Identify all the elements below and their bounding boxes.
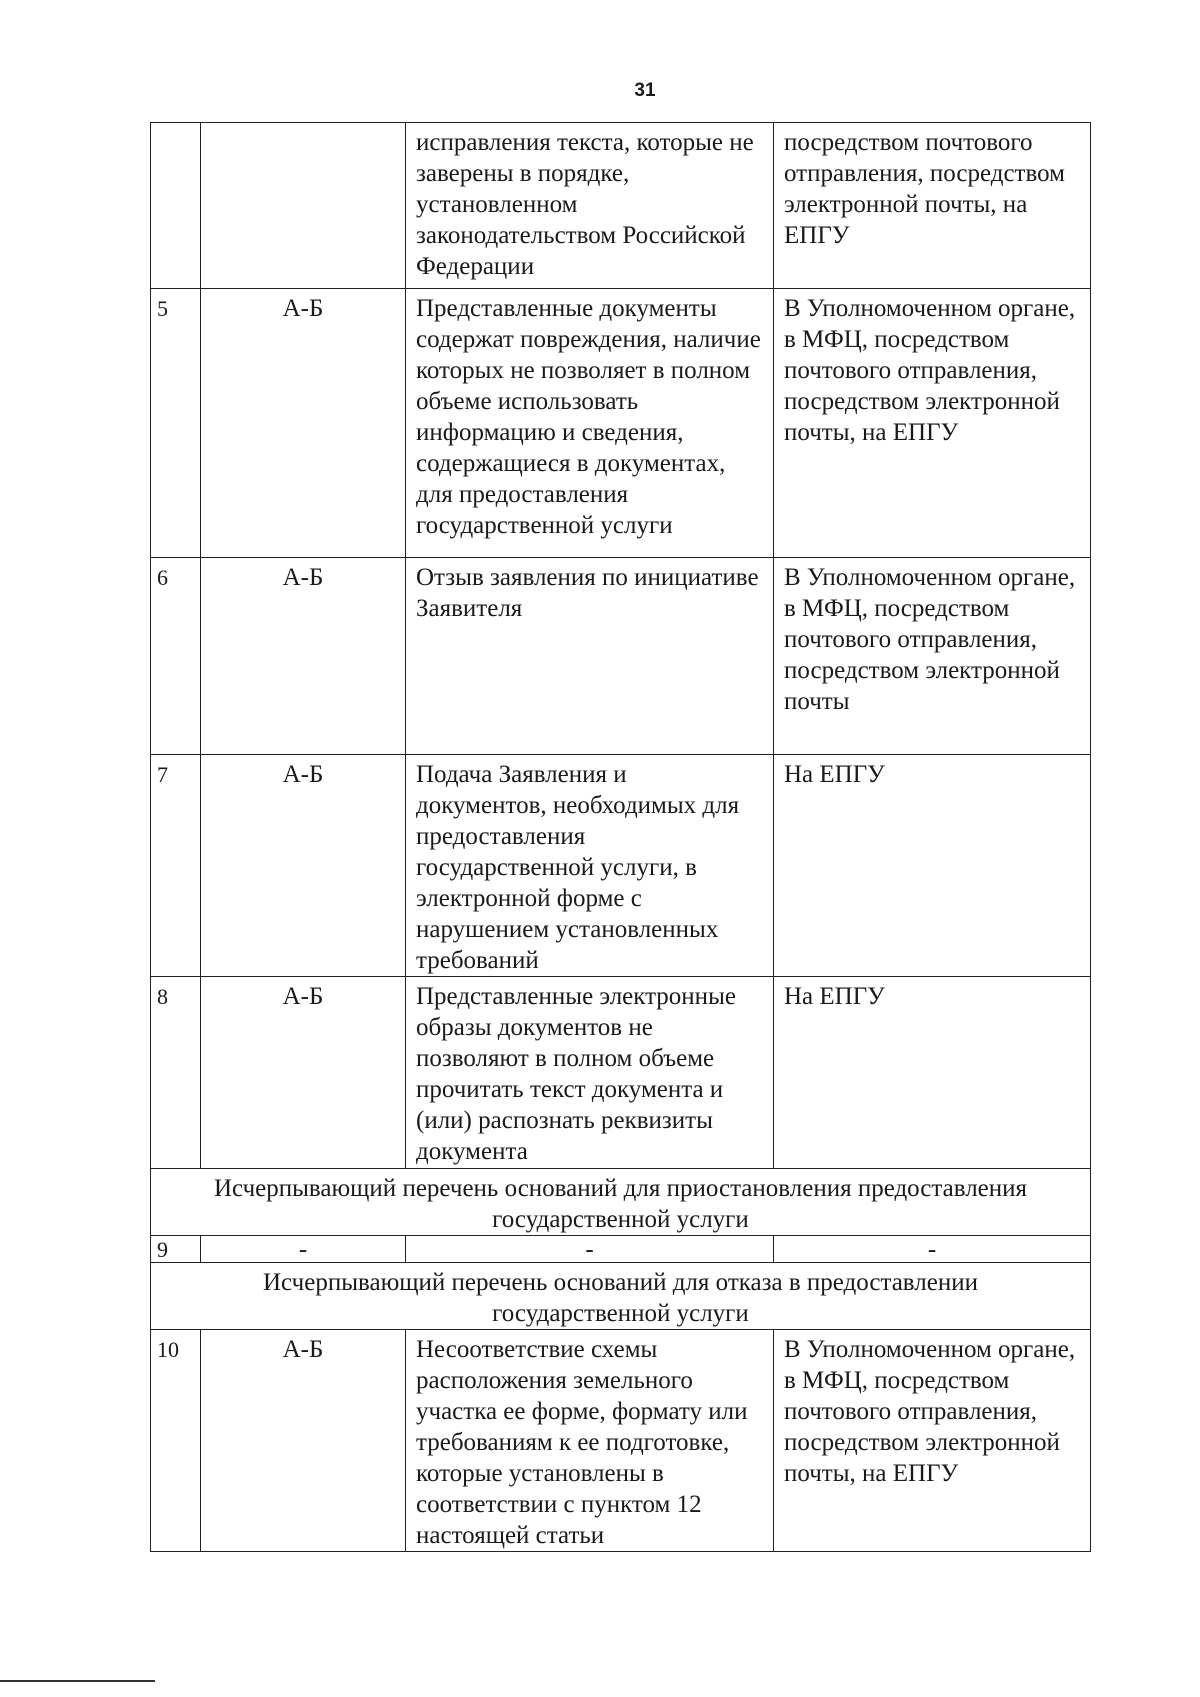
cell-num: 5 bbox=[151, 289, 201, 558]
cell-code: А-Б bbox=[201, 977, 406, 1169]
cell-reason: Отзыв заявления по инициативе Заявителя bbox=[406, 558, 774, 755]
cell-where: В Уполномоченном органе, в МФЦ, посредством почтового отправления, посредством электронной почты bbox=[774, 558, 1091, 755]
cell-code: А-Б bbox=[201, 755, 406, 977]
cell-code: А-Б bbox=[201, 1330, 406, 1552]
cell-code bbox=[201, 123, 406, 289]
cell-num: 7 bbox=[151, 755, 201, 977]
cell-reason: - bbox=[406, 1236, 774, 1263]
table-row bbox=[151, 755, 1091, 977]
section-heading-suspension: Исчерпывающий перечень оснований для приостановления предоставления государственной услуги bbox=[151, 1169, 1091, 1236]
table-row bbox=[151, 289, 1091, 558]
cell-num: 9 bbox=[151, 1236, 201, 1263]
cell-where: На ЕПГУ bbox=[774, 977, 1091, 1169]
section-heading-refusal: Исчерпывающий перечень оснований для отказа в предоставлении государственной услуги bbox=[151, 1263, 1091, 1330]
cell-num bbox=[151, 123, 201, 289]
grounds-table bbox=[150, 122, 1091, 1552]
cell-reason: Представленные документы содержат повреждения, наличие которых не позволяет в полном объеме использовать информацию и сведения, содержащиеся в документах, для предоставления государственной услуги bbox=[406, 289, 774, 558]
cell-reason: исправления текста, которые не заверены в порядке, установленном законодательством Российской Федерации bbox=[406, 123, 774, 289]
section-row-refusal bbox=[151, 1263, 1091, 1330]
table-row-continuation bbox=[151, 123, 1091, 289]
cell-code: А-Б bbox=[201, 289, 406, 558]
cell-reason: Представленные электронные образы документов не позволяют в полном объеме прочитать текст документа и (или) распознать реквизиты документа bbox=[406, 977, 774, 1169]
cell-code: А-Б bbox=[201, 558, 406, 755]
table-row bbox=[151, 558, 1091, 755]
cell-code: - bbox=[201, 1236, 406, 1263]
section-row-suspension bbox=[151, 1169, 1091, 1236]
cell-where: посредством почтового отправления, посредством электронной почты, на ЕПГУ bbox=[774, 123, 1091, 289]
cell-num: 8 bbox=[151, 977, 201, 1169]
cell-reason: Подача Заявления и документов, необходимых для предоставления государственной услуги, в электронной форме с нарушением установленных требований bbox=[406, 755, 774, 977]
cell-where: На ЕПГУ bbox=[774, 755, 1091, 977]
cell-num: 10 bbox=[151, 1330, 201, 1552]
cell-where: В Уполномоченном органе, в МФЦ, посредством почтового отправления, посредством электронной почты, на ЕПГУ bbox=[774, 1330, 1091, 1552]
cell-reason: Несоответствие схемы расположения земельного участка ее форме, формату или требованиям к ее подготовке, которые установлены в соответствии с пунктом 12 настоящей статьи bbox=[406, 1330, 774, 1552]
cell-where: В Уполномоченном органе, в МФЦ, посредством почтового отправления, посредством электронной почты, на ЕПГУ bbox=[774, 289, 1091, 558]
cell-where: - bbox=[774, 1236, 1091, 1263]
footnote-divider bbox=[0, 1680, 155, 1682]
table-row bbox=[151, 977, 1091, 1169]
table-row bbox=[151, 1330, 1091, 1552]
cell-num: 6 bbox=[151, 558, 201, 755]
page-number: 31 bbox=[634, 80, 656, 101]
table-row bbox=[151, 1236, 1091, 1263]
